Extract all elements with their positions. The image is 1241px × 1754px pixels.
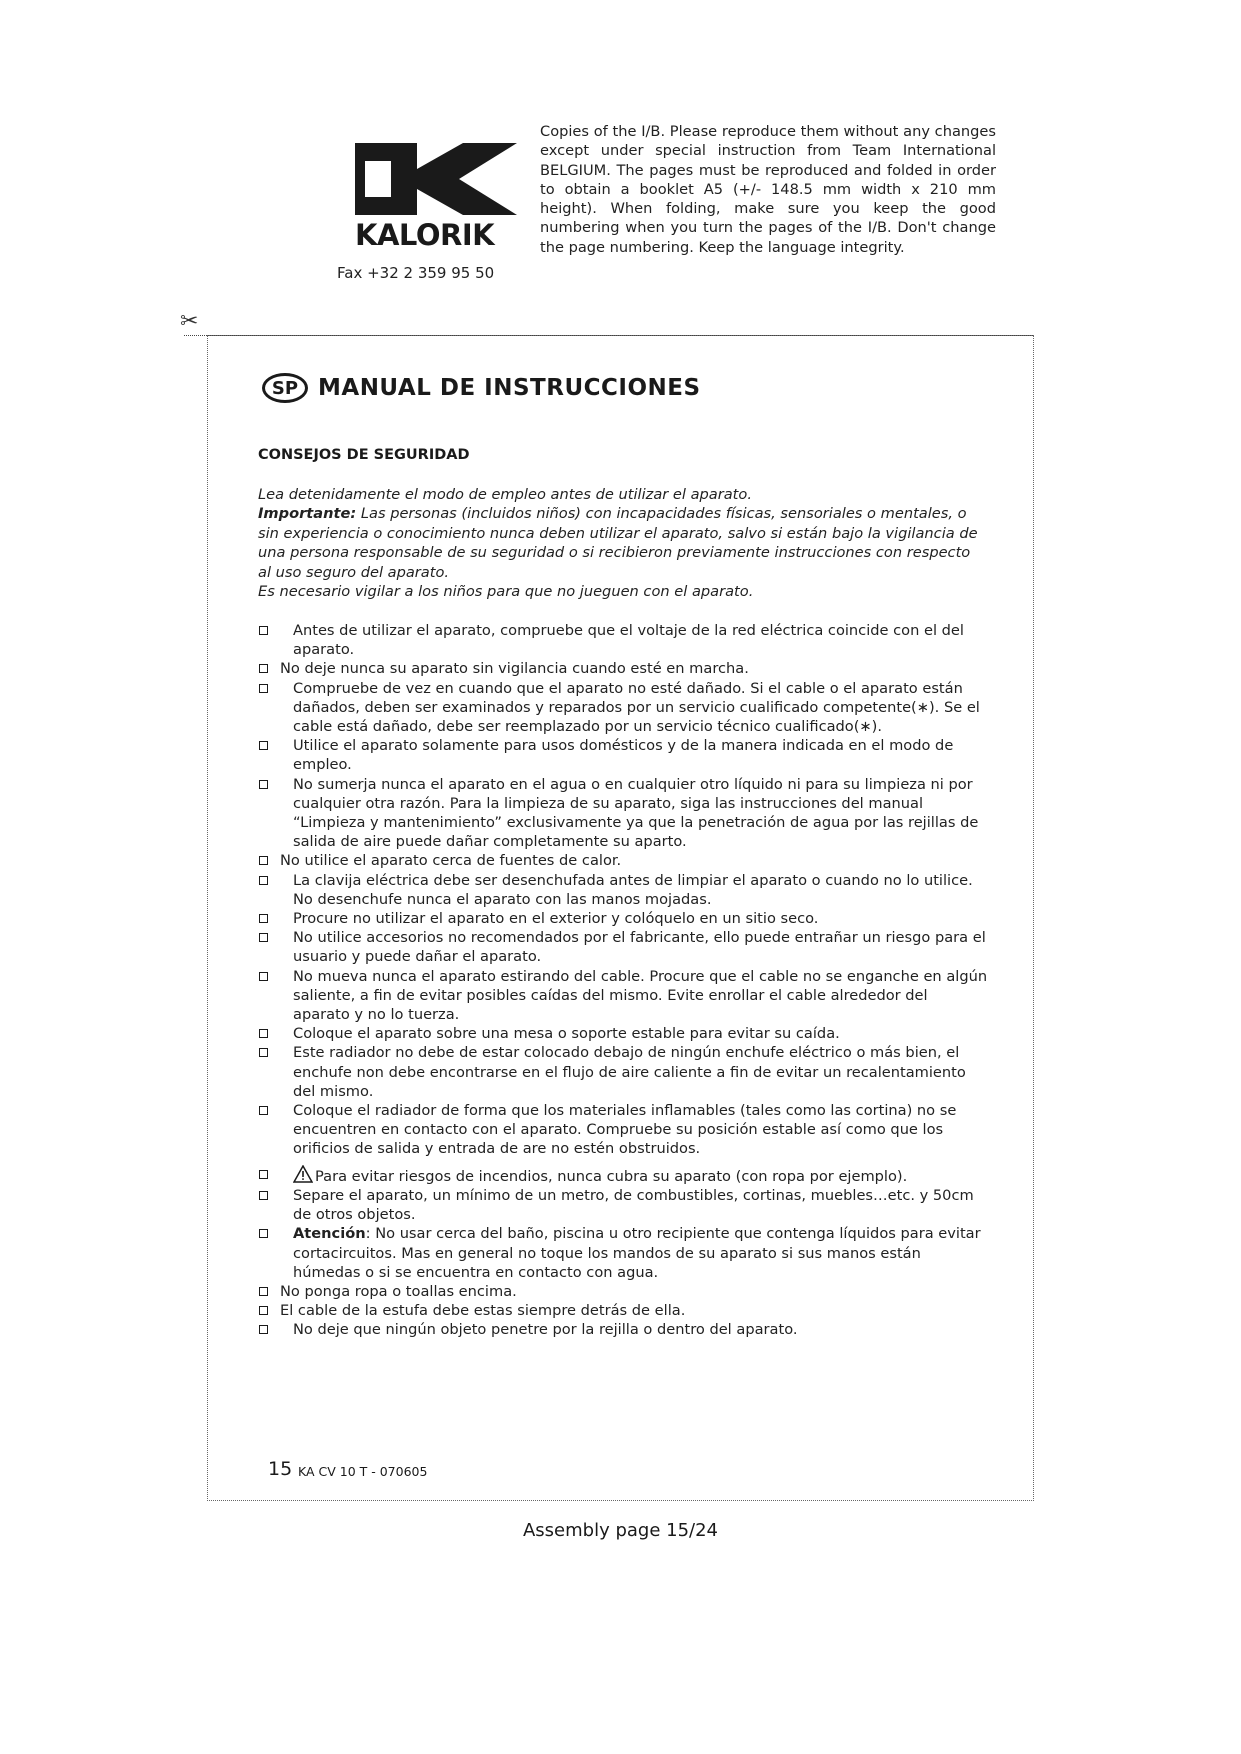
checkbox-bullet-icon (259, 856, 268, 865)
checkbox-bullet-icon (259, 1191, 268, 1200)
manual-title: MANUAL DE INSTRUCCIONES (318, 375, 701, 401)
list-item: No ponga ropa o toallas encima. (258, 1282, 988, 1301)
checkbox-bullet-icon (259, 1106, 268, 1115)
checkbox-bullet-icon (259, 1287, 268, 1296)
checkbox-bullet-icon (259, 741, 268, 750)
checkbox-bullet-icon (259, 933, 268, 942)
important-text: Las personas (incluidos niños) con incapacidades físicas, sensoriales o mentales, o sin experiencia o conocimiento nunca deben utilizar el aparato, salvo si están bajo la vigilancia de una persona responsable de su seguridad o si recibieron previamente instrucciones con respecto al uso seguro del aparato. (258, 505, 978, 581)
checkbox-bullet-icon (259, 1306, 268, 1315)
checkbox-bullet-icon (259, 876, 268, 885)
important-label: Importante: (258, 505, 357, 523)
checkbox-bullet-icon (259, 1325, 268, 1334)
safety-list (258, 621, 988, 1340)
print-instructions: Copies of the I/B. Please reproduce them without any changes except under special instruction from Team International BELGIUM. The pages must be reproduced and folded in order to obtain a booklet A5 (+/- 148.5 mm width x 210 mm height). When folding, make sure you keep the good numbering when you turn the pages of the I/B. Don't change the page numbering. Keep the language integrity. (540, 123, 996, 256)
checkbox-bullet-icon (259, 1029, 268, 1038)
list-item: No mueva nunca el aparato estirando del cable. Procure que el cable no se enganche en algún saliente, a fin de evitar posibles caídas del mismo. Evite enrollar el cable alrededor del aparato y no lo tuerza. (258, 967, 988, 1025)
checkbox-bullet-icon (259, 684, 268, 693)
list-item: Coloque el radiador de forma que los materiales inflamables (tales como las cortina) no se encuentren en contacto con el aparato. Compruebe su posición estable así como que los orificios de salida y entrada de are no estén obstruidos. (258, 1101, 988, 1159)
intro-line-1: Lea detenidamente el modo de empleo antes de utilizar el aparato. (258, 486, 752, 503)
attention-label: Atención (293, 1225, 366, 1243)
warning-triangle-icon (293, 1165, 313, 1183)
list-item: No sumerja nunca el aparato en el agua o en cualquier otro líquido ni para su limpieza ni por cualquier otra razón. Para la limpieza de su aparato, siga las instrucciones del manual “Limpieza y mantenimiento” exclusivamente ya que la penetración de agua por las rejillas de salida de aire puede dañar completamente su aparto. (258, 775, 988, 852)
list-item: Utilice el aparato solamente para usos domésticos y de la manera indicada en el modo de empleo. (258, 736, 988, 774)
checkbox-bullet-icon (259, 1048, 268, 1057)
manual-title-row (262, 373, 701, 403)
intro-line-3: Es necesario vigilar a los niños para que no jueguen con el aparato. (258, 583, 754, 601)
list-item: Para evitar riesgos de incendios, nunca cubra su aparato (con ropa por ejemplo). (258, 1165, 988, 1186)
list-item: Antes de utilizar el aparato, compruebe que el voltaje de la red eléctrica coincide con el del aparato. (258, 621, 988, 659)
checkbox-bullet-icon (259, 664, 268, 673)
list-item: Separe el aparato, un mínimo de un metro, de combustibles, cortinas, muebles…etc. y 50cm de otros objetos. (258, 1186, 988, 1224)
checkbox-bullet-icon (259, 626, 268, 635)
checkbox-bullet-icon (259, 1170, 268, 1179)
checkbox-bullet-icon (259, 972, 268, 981)
checkbox-bullet-icon (259, 914, 268, 923)
intro-paragraph (258, 485, 978, 601)
list-item: Procure no utilizar el aparato en el exterior y colóquelo en un sitio seco. (258, 909, 988, 928)
list-item: El cable de la estufa debe estas siempre detrás de ella. (258, 1301, 988, 1320)
list-item: Atención: No usar cerca del baño, piscina u otro recipiente que contenga líquidos para evitar cortacircuitos. Mas en general no toque los mandos de su aparato si sus manos están húmedas o si se encuentra en contacto con agua. (258, 1224, 988, 1282)
important-note (258, 504, 978, 582)
list-item: No utilice accesorios no recomendados por el fabricante, ello puede entrañar un riesgo para el usuario y puede dañar el aparato. (258, 928, 988, 966)
list-item: Coloque el aparato sobre una mesa o soporte estable para evitar su caída. (258, 1024, 988, 1043)
assembly-page-label: Assembly page 15/24 (522, 1520, 719, 1541)
list-item: Compruebe de vez en cuando que el aparato no esté dañado. Si el cable o el aparato están dañados, deben ser examinados y reparados por un servicio cualificado competente(∗). Se el cable está dañado, debe ser reemplazado por un servicio técnico cualificado(∗). (258, 679, 988, 737)
language-badge: SP (262, 373, 308, 403)
section-heading: CONSEJOS DE SEGURIDAD (258, 447, 470, 463)
checkbox-bullet-icon (259, 780, 268, 789)
checkbox-bullet-icon (259, 1229, 268, 1238)
kalorik-logo (355, 143, 517, 251)
scissors-icon: ✂ (180, 309, 199, 334)
list-item: No deje que ningún objeto penetre por la rejilla o dentro del aparato. (258, 1320, 988, 1339)
fax-number: Fax +32 2 359 95 50 (337, 264, 495, 282)
page-number: 15 (268, 1458, 293, 1480)
list-item: La clavija eléctrica debe ser desenchufada antes de limpiar el aparato o cuando no lo utilice. No desenchufe nunca el aparato con las manos mojadas. (258, 871, 988, 909)
list-item: No utilice el aparato cerca de fuentes de calor. (258, 851, 988, 870)
model-code: KA CV 10 T - 070605 (298, 1464, 428, 1479)
list-item: No deje nunca su aparato sin vigilancia cuando esté en marcha. (258, 659, 988, 678)
list-item: Este radiador no debe de estar colocado debajo de ningún enchufe eléctrico o más bien, el enchufe non debe encontrarse en el flujo de aire caliente a fin de evitar un recalentamiento del mismo. (258, 1043, 988, 1101)
svg-text:KALORIK: KALORIK (355, 218, 495, 251)
